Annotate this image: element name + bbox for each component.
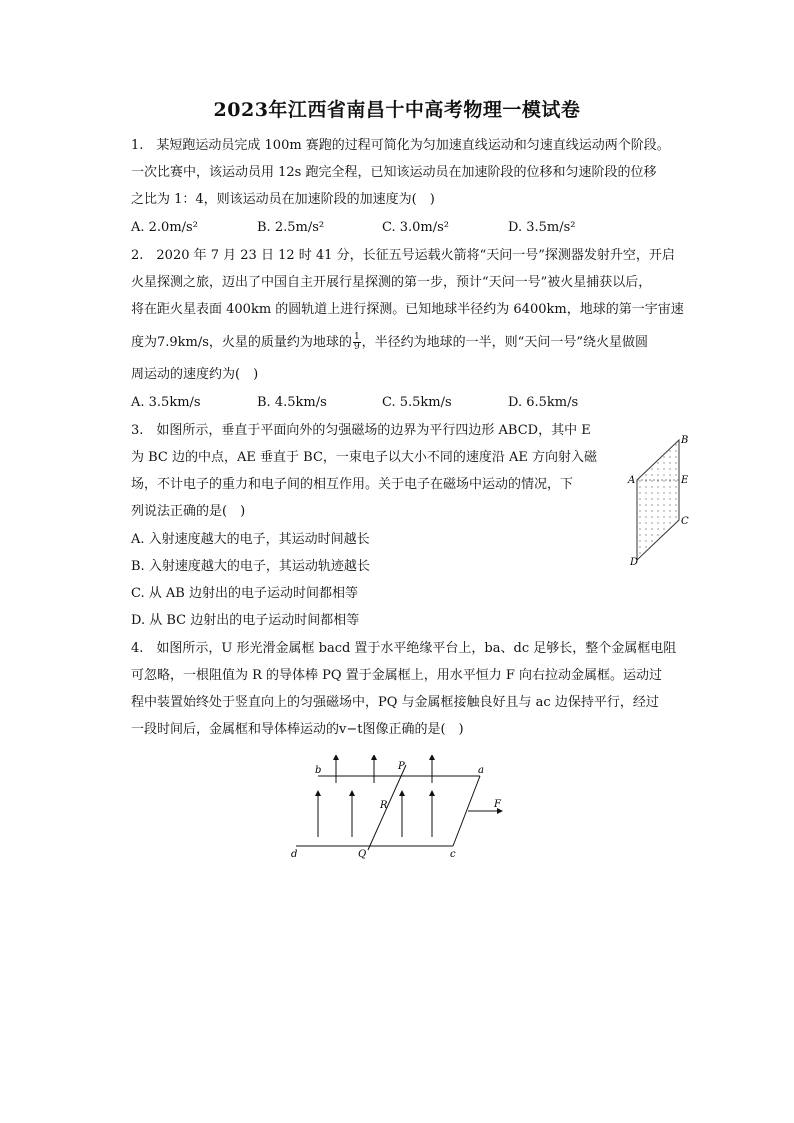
q2-option-d[interactable]: D. 6.5km/s [508,395,579,410]
label-d: D [630,557,639,568]
q3-option-b[interactable]: B. 入射速度越大的电子，其运动轨迹越长 [131,559,370,574]
q4-line-1: 4. 如图所示，U 形光滑金属框 bacd 置于水平绝缘平台上，ba、dc 足够长，整个金属框电阻 [131,641,677,656]
label-b: b [315,765,322,776]
q1-line-3: 之比为 1：4，则该运动员在加速阶段的加速度为( ) [131,192,435,207]
q4-figure-metal-frame [288,755,518,865]
q1-line-1: 1. 某短跑运动员完成 100m 赛跑的过程可简化为匀加速直线运动和匀速直线运动两个阶段。 [131,138,670,153]
q1-option-d[interactable]: D. 3.5m/s² [508,220,576,235]
q1-line-2: 一次比赛中，该运动员用 12s 跑完全程，已知该运动员在加速阶段的位移和匀速阶段的位移 [131,165,657,180]
label-q: Q [358,849,367,860]
q1-option-c[interactable]: C. 3.0m/s² [382,220,450,235]
label-f: F [494,799,501,810]
q4-line-2: 可忽略，一根阻值为 R 的导体棒 PQ 置于金属框上，用水平恒力 F 向右拉动金属框。运动过 [131,668,663,683]
q3-line-2: 为 BC 边的中点，AE 垂直于 BC，一束电子以大小不同的速度沿 AE 方向射入磁 [131,450,598,465]
fraction-numerator: 1 [353,332,360,342]
q2-line-4-before: 度为7.9km/s，火星的质量约为地球的 [131,335,352,350]
page-title: 2023年江西省南昌十中高考物理一模试卷 [213,99,581,121]
q2-option-c[interactable]: C. 5.5km/s [382,395,452,410]
q2-line-4 [131,333,648,352]
label-a: A [628,475,636,486]
q1-option-a[interactable]: A. 2.0m/s² [131,220,198,235]
q3-figure-parallelogram [625,430,695,570]
q2-option-b[interactable]: B. 4.5km/s [257,395,327,410]
label-c: c [450,849,456,860]
label-a: a [478,765,484,776]
q1-option-b[interactable]: B. 2.5m/s² [257,220,325,235]
fraction-one-ninth [353,333,361,352]
q2-line-4-after: ，半径约为地球的一半，则“天问一号”绕火星做圆 [361,335,648,350]
label-c: C [681,516,689,527]
q2-line-2: 火星探测之旅，迈出了中国自主开展行星探测的第一步，预计“天问一号”被火星捕获以后， [131,275,652,290]
q2-line-3: 将在距火星表面 400km 的圆轨道上进行探测。已知地球半径约为 6400km，地球的第一宇宙速 [131,302,684,317]
label-b: B [681,435,689,446]
q3-option-c[interactable]: C. 从 AB 边射出的电子运动时间都相等 [131,586,358,601]
label-d: d [291,849,298,860]
label-p: P [398,761,405,772]
fraction-denominator: 9 [353,342,360,352]
q4-line-4: 一段时间后，金属框和导体棒运动的v−t图像正确的是( ) [131,722,464,737]
q2-line-1: 2. 2020 年 7 月 23 日 12 时 41 分，长征五号运载火箭将“天问一号”探测器发射升空，开启 [131,248,675,263]
q2-line-5: 周运动的速度约为( ) [131,367,259,382]
q3-line-4: 列说法正确的是( ) [131,504,246,519]
q3-line-1: 3. 如图所示，垂直于平面向外的匀强磁场的边界为平行四边形 ABCD，其中 E [131,423,591,438]
label-e: E [681,475,689,486]
q3-option-d[interactable]: D. 从 BC 边射出的电子运动时间都相等 [131,613,360,628]
q2-option-a[interactable]: A. 3.5km/s [131,395,201,410]
magnetic-field-region [637,440,679,560]
label-r: R [380,800,388,811]
q3-option-a[interactable]: A. 入射速度越大的电子，其运动时间越长 [131,532,370,547]
q3-line-3: 场，不计电子的重力和电子间的相互作用。关于电子在磁场中运动的情况，下 [131,477,574,492]
q4-line-3: 程中装置始终处于竖直向上的匀强磁场中，PQ 与金属框接触良好且与 ac 边保持平行，经过 [131,695,659,710]
